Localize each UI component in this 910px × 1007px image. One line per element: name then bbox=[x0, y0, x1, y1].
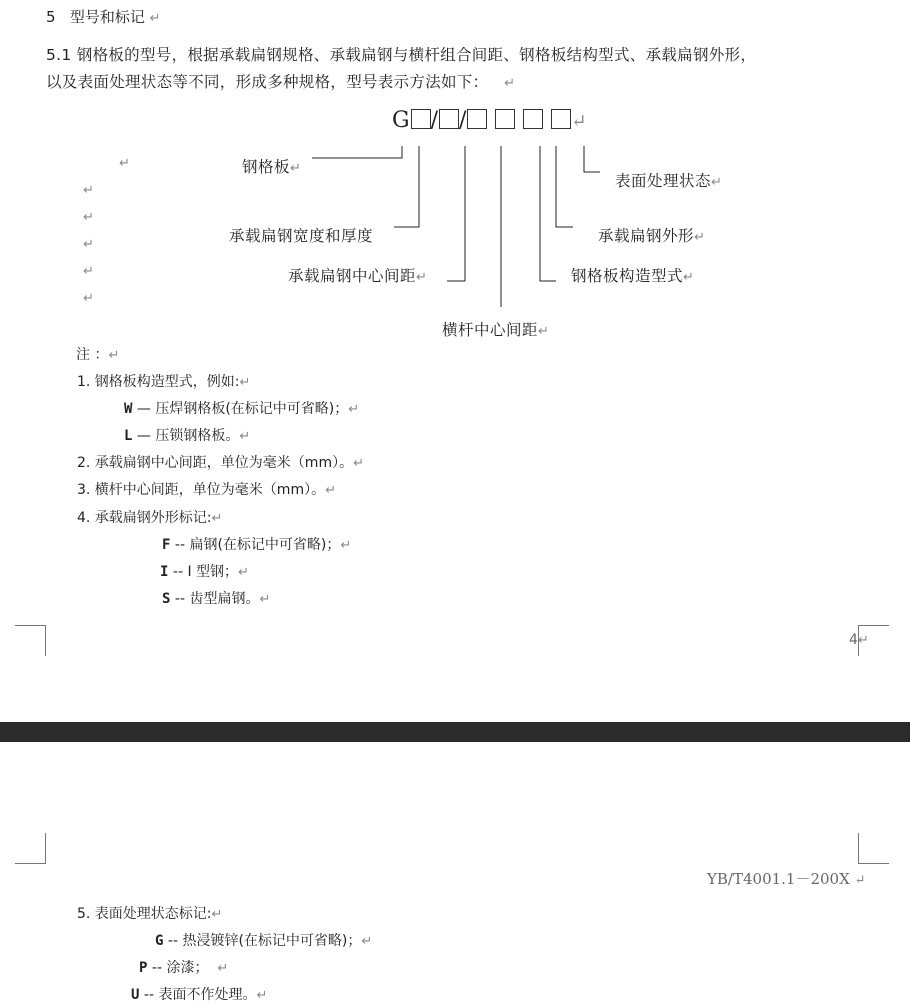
shape-item-s: S -- 齿型扁钢。↵ bbox=[162, 591, 271, 607]
document-header-code: YB/T4001.1－200X ↵ bbox=[707, 870, 866, 888]
note-item-4: 4. 承载扁钢外形标记:↵ bbox=[77, 510, 223, 526]
section-heading: 5 型号和标记 ↵ bbox=[46, 8, 161, 26]
surface-item-g: G -- 热浸镀锌(在标记中可省略)；↵ bbox=[155, 933, 373, 949]
page-number: 4↵ bbox=[849, 632, 869, 648]
note-item-3: 3. 横杆中心间距，单位为毫米（mm）。↵ bbox=[77, 482, 336, 498]
note-item-2: 2. 承载扁钢中心间距，单位为毫米（mm）。↵ bbox=[77, 455, 364, 471]
empty-para-mark: ↵ bbox=[83, 291, 94, 306]
line-surface-treatment bbox=[584, 146, 600, 172]
empty-para-mark: ↵ bbox=[83, 183, 94, 198]
line-bearing-bar-pitch bbox=[447, 146, 465, 281]
label-grating-type: 钢格板构造型式↵ bbox=[571, 267, 695, 285]
page-corner-bottom-left bbox=[15, 625, 46, 656]
note-item-1: 1. 钢格板构造型式，例如:↵ bbox=[77, 374, 251, 390]
label-bearing-bar-pitch: 承载扁钢中心间距↵ bbox=[288, 267, 428, 285]
shape-item-f: F -- 扁钢(在标记中可省略)；↵ bbox=[162, 537, 352, 553]
label-crossbar-pitch: 横杆中心间距↵ bbox=[442, 321, 550, 339]
surface-item-u: U -- 表面不作处理。↵ bbox=[131, 987, 268, 1003]
label-surface-treatment: 表面处理状态↵ bbox=[615, 172, 723, 190]
line-grating-type bbox=[540, 146, 556, 281]
label-bearing-bar-size: 承载扁钢宽度和厚度 bbox=[229, 227, 374, 245]
note-item-5: 5. 表面处理状态标记:↵ bbox=[77, 906, 223, 922]
label-bearing-bar-shape: 承载扁钢外形↵ bbox=[598, 227, 706, 245]
notes-label: 注 ：↵ bbox=[76, 347, 120, 363]
empty-para-mark: ↵ bbox=[83, 210, 94, 225]
type-item-l: L — 压锁钢格板。↵ bbox=[124, 428, 251, 444]
line-steel-grating bbox=[312, 146, 402, 158]
paragraph-5-1-line1: 5.1 钢格板的型号，根据承载扁钢规格、承载扁钢与横杆组合间距、钢格板结构型式、承载扁钢外形， bbox=[46, 46, 757, 64]
paragraph-5-1-line2: 以及表面处理状态等不同，形成多种规格，型号表示方法如下： ↵ bbox=[46, 73, 516, 91]
page-corner-top-left bbox=[15, 833, 46, 864]
page-separator bbox=[0, 722, 910, 742]
empty-para-mark: ↵ bbox=[83, 264, 94, 279]
surface-item-p: P -- 涂漆； ↵ bbox=[139, 960, 229, 976]
model-formula: G / / ↵ bbox=[392, 108, 588, 133]
line-bearing-bar-shape bbox=[556, 146, 573, 227]
label-steel-grating: 钢格板↵ bbox=[242, 158, 302, 176]
shape-item-i: I -- I 型钢；↵ bbox=[160, 564, 249, 580]
page-corner-top-right bbox=[858, 833, 889, 864]
empty-para-mark: ↵ bbox=[119, 156, 130, 171]
type-item-w: W — 压焊钢格板(在标记中可省略)；↵ bbox=[124, 401, 360, 417]
empty-para-mark: ↵ bbox=[83, 237, 94, 252]
